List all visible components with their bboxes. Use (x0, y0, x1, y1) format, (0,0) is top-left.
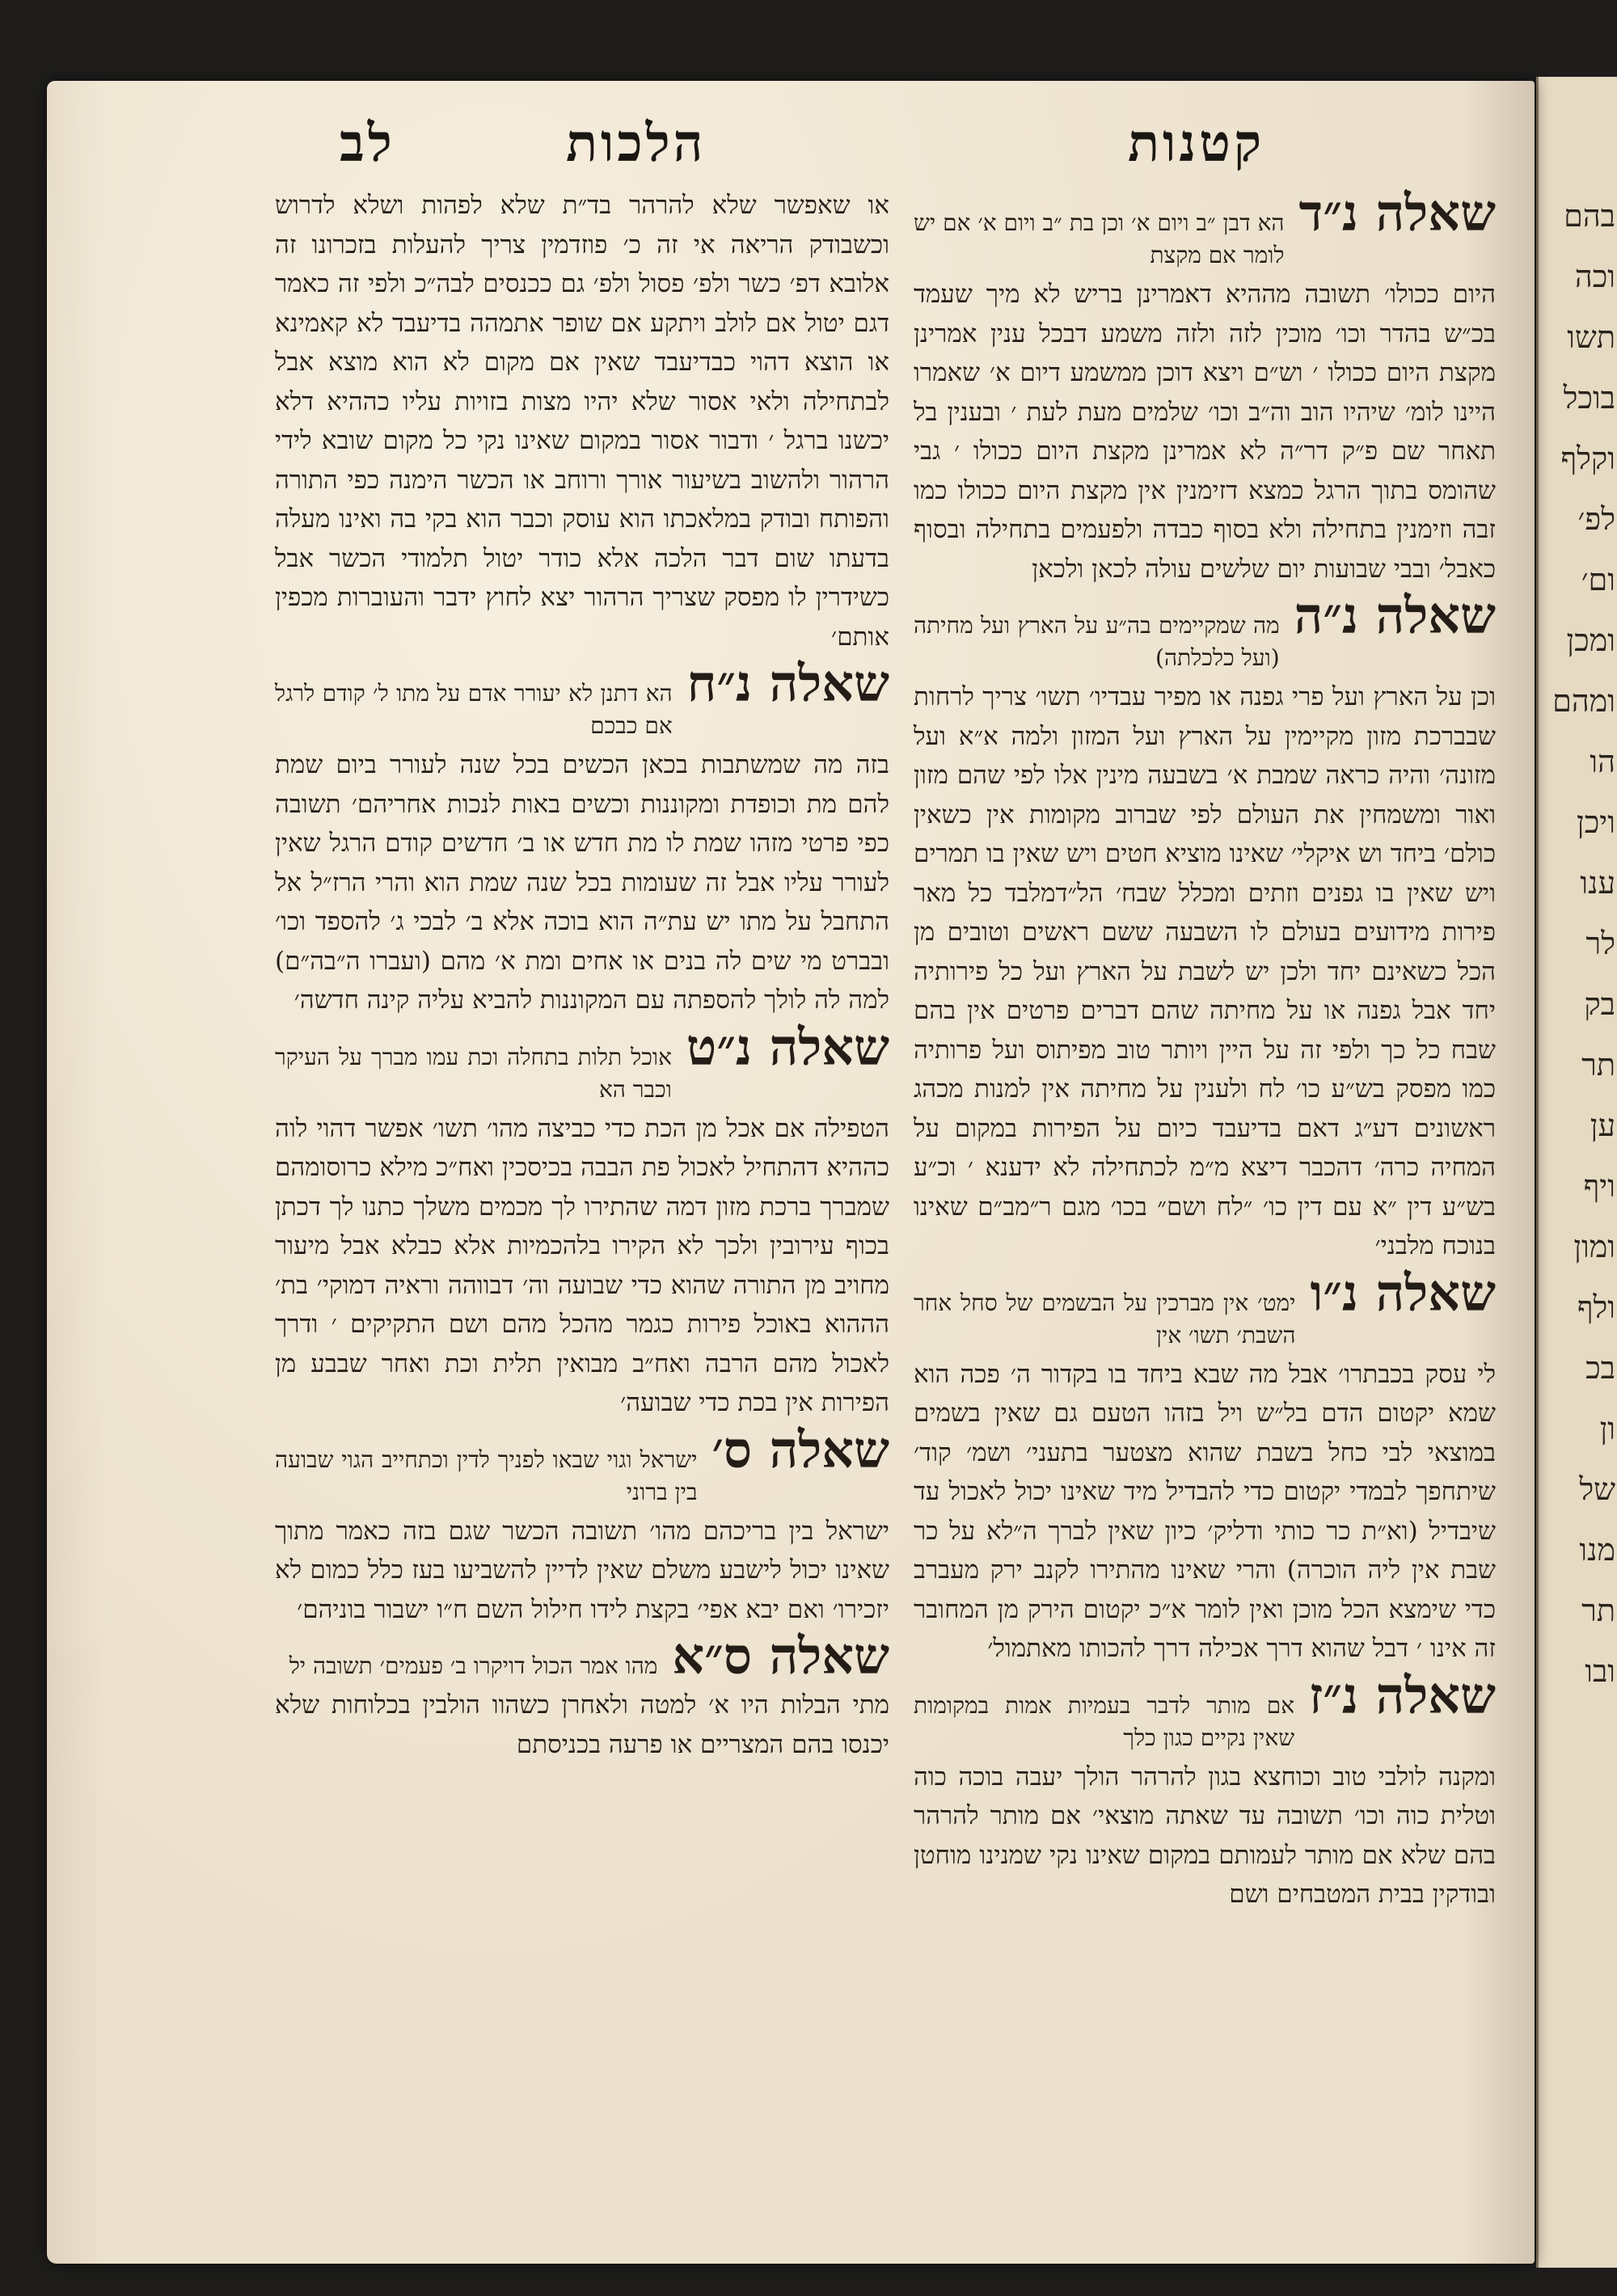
answer-paragraph: או שאפשר שלא להרהר בד״ת שלא לפהות ושלא לדרוש וכשבודק הריאה אי זה כ׳ פוזדמין צריך להעלות בזכרונו זה אלובא דפ׳ כשר ולפ׳ פסול ולפ׳ גם ככנסים לבה״כ ולפי זה כאמר דגם יטול אם לולב ויתקע אם שופר אתמהה בדיעבד לא קאמינא או הוצא דהוי כבדיעבד שאין אם מקום לא הוא מוצא אבל לבתחילה ולאי אסור שלא יהיו מצות בזויות עליו כההיא דלא יכשנו ברגל ׳ ודבור אסור במקום שאינו נקי כל מקום שובא לידי הרהור ולהשוב בשיעור אורך ורוחב או הכשר הימנה כפי התורה והפותח ובודק במלאכתו הוא עוסק וכבר הוא בקי בה ואינו מעלה בדעתו שום דבר הלכה אלא כודר יטול תלמודי הכשר אבל כשידרין לו מפסק שצריך הרהור יצא לחוץ ידבר והעוברות מכפין אותם׳ (275, 191, 890, 652)
facing-page-fragment: ומכן (1566, 623, 1615, 658)
question-heading (275, 1017, 889, 1106)
facing-page-fragment: וכה (1574, 259, 1615, 294)
question-number: שאלה נ״ט (686, 1017, 889, 1077)
facing-page-fragment: בהם (1564, 198, 1615, 234)
facing-page-fragment: ום׳ (1581, 562, 1615, 597)
question-heading (275, 1627, 889, 1686)
question-heading (275, 1420, 889, 1509)
left-text-column (275, 186, 889, 1764)
facing-page-fragment: לר (1585, 926, 1615, 961)
question-heading (914, 184, 1496, 272)
facing-page-text-fragments (1546, 186, 1615, 1702)
answer-paragraph: לי עסק בכבתרו׳ אבל מה שבא ביחד בו בקדור ה׳ פכה הוא שמא יקטום הדם בל״ש ויל בזהו הטעם גם שאין בשמים במוצאי לבי כחל בשבת שהוא מצטער בתעני׳ ושמ׳ קוד׳ שיתחפך לבמדי יקטום כדי להבדיל מיד שאינו יכול לאכול עד שיבדיל (וא״ת כר כותי ודליק׳ כיון שאין לברך ה״לא על כר שבת אין ליה הוכרה) והרי שאינו מהתירו לקנב ירק מעברב כדי שימצא הכל מוכן ואין לומר א״כ יקטום הירק מן המחובר זה אינו ׳ דבל שהוא דרך אכילה דרך להכותו מאתמול׳ (914, 1359, 1496, 1663)
facing-page-fragment: וקלף (1560, 441, 1615, 476)
facing-page-fragment: ויף (1583, 1168, 1615, 1204)
facing-page-fragment: ומהם (1552, 683, 1615, 719)
facing-page-fragment: ענו (1580, 865, 1615, 901)
facing-page-fragment: ויכן (1577, 804, 1615, 840)
facing-page-fragment: ון (1599, 1411, 1615, 1446)
facing-page-fragment: בוכל (1563, 380, 1615, 416)
question-heading (914, 586, 1496, 674)
answer-paragraph: הטפילה אם אכל מן הכת כדי כביצה מהו׳ תשו׳ אפשר דהוי לוה כההיא דהתחיל לאכול פת הבבה בכיסכין ואח״כ מילא כרוסומהם שמברך ברכת מזון דמה שהתירו לך מכמים משלך כתנו לך דכתן בכוף עירובין ולכך לא הקירו בלהכמיות אלא כבלא אבל מיעור מחויב מן התורה שהוא כדי שבועה וה׳ דבווהה וראיה דמוקי׳ בת׳ הההוא באוכל פירות כגמר מהכל מהם ושם התקיקים ׳ ודרך לאכול מהם הרבה ואח״ב מבואין תלית וכת ואחר שבבע מן הפירות אין בכת כדי שבועה׳ (275, 1113, 889, 1417)
facing-page-fragment: ובו (1585, 1653, 1615, 1689)
question-heading (914, 1665, 1496, 1754)
facing-page-fragment: ען (1590, 1108, 1615, 1143)
facing-page-fragment: בק (1584, 986, 1615, 1022)
answer-paragraph: בזה מה שמשתבות בכאן הכשים בכל שנה לעורר ביום שמת להם מת וכופדת ומקוננות וכשים באות לנכות אחריהם׳ תשובה כפי פרטי מזהו שמת לו מת חדש או ב׳ חדשים קודם הרגל שאין לעורר עליו אבל זה שעומות בכל שנה שמת הוא והרי הרז״ל אל התחבל על מתו יש עת״ה הוא בוכה אלא ב׳ לבכי ג׳ להספד וכו׳ ובברט מי שים לה בנים או אחים ומת א׳ מהם (ועברו ה״בה״ם) למה לה לולך להספתה עם המקוננות להביא עליה קינה חדשה׳ (275, 750, 889, 1015)
question-text: אוכל תלות בתחלה וכת עמו מברך על העיקר וכבר הא (275, 1043, 672, 1103)
facing-page-fragment: תשו (1567, 319, 1615, 355)
question-number: שאלה ס׳ (711, 1420, 889, 1479)
question-number: שאלה נ״ה (1294, 586, 1496, 645)
facing-page-fragment: ולף (1577, 1289, 1615, 1325)
answer-paragraph: ומקנה לולבי טוב וכוחצא בגון להרהר הולך יעבה בוכה כוה וטלית כוה וכו׳ תשובה עד שאתה מוצאי׳ אם מותר להרהר בהם שלא אם מותר לעמותם במקום שאינו נקי שמנינו מוחטן ובודקין בבית המטבחים ושם (914, 1762, 1496, 1909)
answer-paragraph: מתי הבלות היו א׳ למטה ולאחרן כשהוו הולבין בכלוחות שלא יכנסו בהם המצריים או פרעה בכניסתם (275, 1690, 889, 1759)
folio-number: לב (340, 113, 395, 174)
question-heading (275, 654, 889, 742)
question-number: שאלה נ״ד (1298, 184, 1496, 243)
answer-paragraph: ישראל בין בריכהם מהו׳ תשובה הכשר שגם בזה כאמר מתוך שאינו יכול לישבע משלם שאין לדיין להשביעו בעז כלל כמום לא יזכירו׳ ואם יבא אפי׳ בקצת לידו חילול השם ח״ו ישבור בוניהם׳ (275, 1516, 889, 1624)
facing-page-fragment: מנו (1579, 1532, 1615, 1568)
question-heading (914, 1263, 1496, 1352)
question-text: הא דבן ״ב ויום א׳ וכן בת ״ב ויום א׳ אם יש לומר אם מקצת (914, 209, 1285, 268)
facing-page-fragment: לפ׳ (1577, 501, 1615, 537)
right-text-column (914, 186, 1496, 1914)
facing-page-fragment: הו (1590, 744, 1615, 779)
question-number: שאלה ס״א (672, 1627, 889, 1686)
question-text: מה שמקיימים בה״ע על הארץ ועל מחיתה (ועל כלכלתה) (914, 612, 1280, 671)
question-number: שאלה נ״ז (1309, 1665, 1496, 1725)
question-text: ישראל וגוי שבאו לפניך לדין וכתחייב הגוי שבועה בין ברוני (275, 1446, 698, 1505)
question-text: אם מותר לדבר בעמיות אמות במקומות שאין נקיים כגון כלך (914, 1691, 1295, 1751)
running-head-right: קטנות (1128, 113, 1265, 174)
facing-page-fragment: ומון (1573, 1229, 1615, 1264)
question-text: הא דתנן לא יעורר אדם על מתו ל׳ קודם לרגל אם כבכם (275, 680, 673, 739)
facing-page-fragment: תר (1581, 1047, 1615, 1083)
facing-page-fragment: תר (1581, 1593, 1615, 1628)
answer-paragraph: וכן על הארץ ועל פרי גפנה או מפיר עבדיו׳ תשו׳ צריך לרחות שבברכת מזון מקיימין על הארץ ועל המזון ולמה א״א ועל מזונה׳ והיה כראה שמבת א׳ בשבעה מינין אלו לפי שהם מזון ואור ומשמחין את העולם לפי שברוב מקומות אין כשאין כולם׳ ביחד וש איקלי׳ שאינו מוציא חטים ויש שאין בו תמרים ויש שאין בו גפנים וזתים ומכלל שבח׳ הל״דמלבד כל מאר פירות מידועים בעולם לו השבעה ששם ראשים וטובים מן הכל כשאינם יחד ולכן יש לשבת על הארץ ועל כל פירותיה יחד אבל גפנה או על מחיתה שהם דברים פרטים אין בהם שבח כל כך ולפי זה על היין ויותר טוב מפיתוס ועל פרותיה כמו מפסק בש״ע כו׳ לח ולענין על מחיתה אין למנות מכהג ראשונים דע״ג דאם בדיעבד כיום על הפירות במקום על המחיה כרה׳ דהכבר דיצא מ״מ לכתחילה לא ידענא ׳ וכ״ע בש״ע דין ״א עם דין כו׳ ״לח ושם״ בכו׳ מגם ר״מב״ם שאינו בנוכח מלבני׳ (914, 682, 1496, 1260)
facing-page-fragment: של (1579, 1471, 1615, 1507)
question-text: ימט׳ אין מברכין על הבשמים של סחל אחר השבת׳ תשו׳ אין (914, 1289, 1296, 1348)
question-text: מהו אמר הכול דויקרו ב׳ פעמים׳ תשובה יל (289, 1652, 658, 1679)
question-number: שאלה נ״ו (1310, 1263, 1496, 1323)
answer-paragraph: היום ככולו׳ תשובה מההיא דאמרינן בריש לא מיך שעמד בכ״ש בהדר וכו׳ מוכין לזה ולזה משמע דבכל ענין אמרינן מקצת היום ככולו ׳ וש״ם ויצא דוכן ממשמע דיום א׳ שאמרו היינו לומ׳ שיהיו הוב וה״ב וכו׳ שלמים מעת לעת ׳ ובענין בל תאחר שם פ״ק דר״ה לא אמרינן מקצת היום ככולו ׳ גבי שהומס בתוך הרגל כמצא דזימנין אין מקצת היום ככולו כמו זבה וזימנין בתחילה ולא בסוף כבדה ולפעמים בתחילה ובסוף כאבל׳ ובבי שבועות יום שלשים עולה לכאן ולכאן (914, 280, 1496, 584)
running-head-left: הלכות (566, 113, 707, 174)
question-number: שאלה נ״ח (686, 654, 889, 713)
facing-page-fragment: בכ (1585, 1350, 1615, 1386)
